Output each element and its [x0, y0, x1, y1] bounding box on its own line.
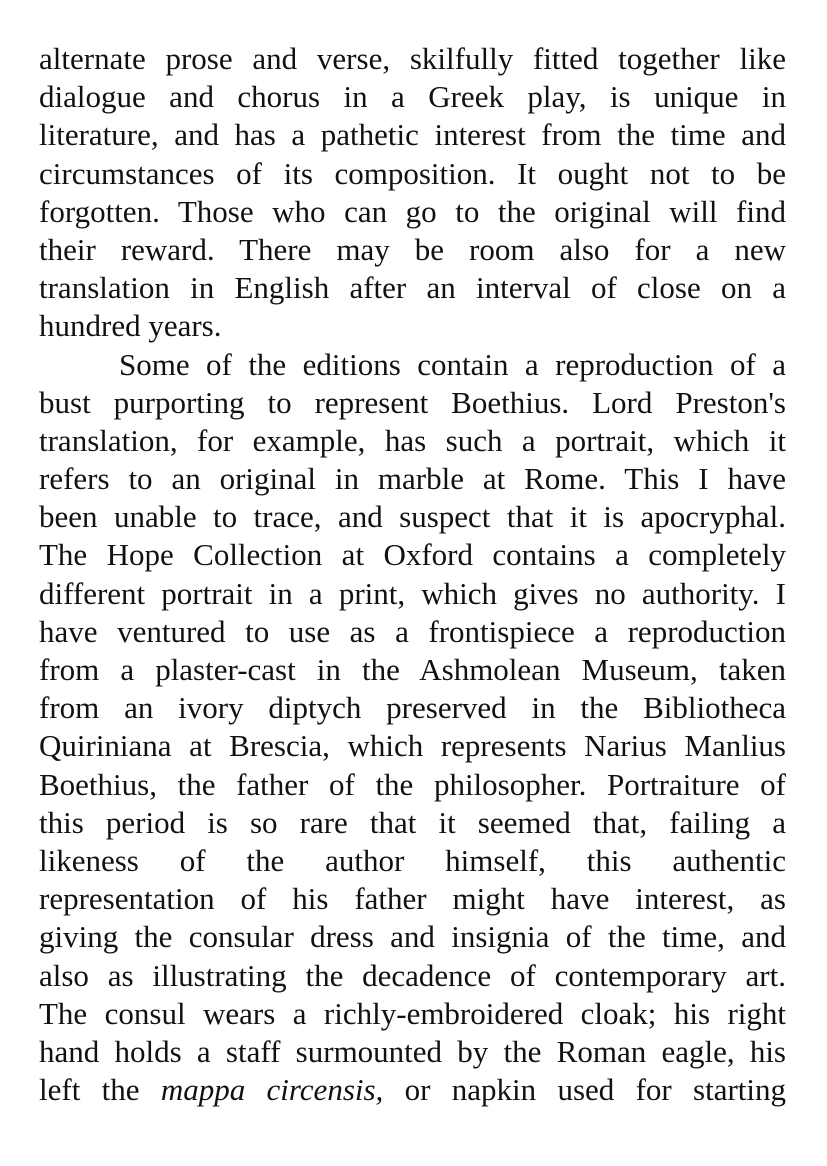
text-line: translation, for example, has such a portrait, which it: [39, 422, 786, 458]
text-line: alternate prose and verse, skilfully fitted together like: [39, 41, 786, 76]
text-segment: or napkin used for starting: [404, 1072, 787, 1108]
text-line: hundred years.: [39, 308, 222, 344]
text-line: likeness of the author himself, this authentic: [39, 842, 786, 878]
text-line: literature, and has a pathetic interest from the time and: [39, 117, 786, 153]
text-line: representation of his father might have interest, as: [39, 881, 786, 917]
text-line: hand holds a staff surmounted by the Roman eagle, his: [39, 1033, 786, 1069]
italic-phrase: mappa circensis,: [160, 1072, 384, 1108]
text-line: The consul wears a richly-embroidered cloak; his right: [39, 995, 786, 1031]
text-line: also as illustrating the decadence of contemporary art.: [39, 957, 786, 993]
text-line: circumstances of its composition. It ought not to be: [39, 155, 786, 191]
text-line: bust purporting to represent Boethius. Lord Preston's: [39, 384, 786, 420]
text-line: different portrait in a print, which gives no authority. I: [39, 575, 786, 611]
text-line: forgotten. Those who can go to the original will find: [39, 193, 786, 229]
paragraph-1: [39, 40, 786, 346]
text-line: Quiriniana at Brescia, which represents Narius Manlius: [39, 728, 786, 764]
document-page: [39, 40, 786, 1109]
text-line: have ventured to use as a frontispiece a reproduction: [39, 613, 786, 649]
text-line: from a plaster-cast in the Ashmolean Museum, taken: [39, 652, 786, 687]
text-line: giving the consular dress and insignia of the time, and: [39, 919, 786, 955]
text-line: been unable to trace, and suspect that it is apocryphal.: [39, 499, 786, 535]
text-line: The Hope Collection at Oxford contains a completely: [39, 537, 786, 573]
paragraph-2: [39, 346, 786, 1110]
text-segment: left the: [39, 1072, 140, 1108]
text-line: dialogue and chorus in a Greek play, is unique in: [39, 79, 786, 115]
text-line: their reward. There may be room also for a new: [39, 231, 786, 267]
text-line: Boethius, the father of the philosopher. Portraiture of: [39, 766, 786, 802]
text-line: Some of the editions contain a reproduction of a: [119, 346, 786, 382]
text-line: this period is so rare that it seemed that, failing a: [39, 804, 786, 840]
text-line-mixed: [39, 1071, 786, 1109]
text-line: refers to an original in marble at Rome. This I have: [39, 461, 786, 497]
text-line: translation in English after an interval of close on a: [39, 270, 786, 306]
text-line: from an ivory diptych preserved in the Bibliotheca: [39, 690, 786, 726]
